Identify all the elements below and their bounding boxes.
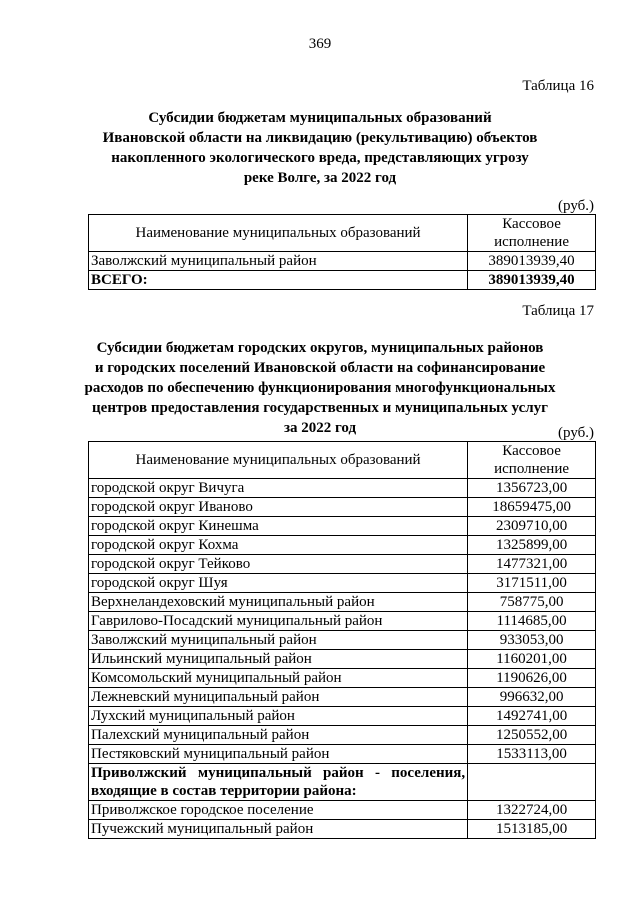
table-17-title: [70, 338, 570, 438]
table-row: [89, 801, 596, 820]
section-header-row: [89, 764, 596, 801]
table-17-unit: (руб.): [558, 425, 594, 441]
table-header-row: [89, 442, 596, 479]
row-name: городской округ Кинешма: [89, 517, 468, 536]
row-value: 1356723,00: [468, 479, 596, 498]
row-value: 996632,00: [468, 688, 596, 707]
table-row: [89, 498, 596, 517]
table-row: [89, 631, 596, 650]
table-17-body: [89, 479, 596, 764]
table-17-section-body: [89, 801, 596, 839]
total-row: [89, 271, 596, 290]
section-label: Приволжский муниципальный район - поселения, входящие в состав территории района:: [89, 764, 468, 801]
section-value-empty: [468, 764, 596, 801]
row-name: городской округ Шуя: [89, 574, 468, 593]
table-row: [89, 555, 596, 574]
column-header-name: Наименование муниципальных образований: [89, 215, 468, 252]
table-16-caption: Таблица 16: [522, 78, 594, 94]
title-line: центров предоставления государственных и муниципальных услуг: [92, 400, 548, 416]
row-name: Заволжский муниципальный район: [89, 252, 468, 271]
column-header-name: Наименование муниципальных образований: [89, 442, 468, 479]
row-value: 18659475,00: [468, 498, 596, 517]
table-16-title: [70, 108, 570, 188]
title-line: Субсидии бюджетам муниципальных образований: [148, 110, 492, 126]
title-line: Ивановской области на ликвидацию (рекультивацию) объектов: [102, 130, 538, 146]
page-number: 369: [308, 36, 332, 52]
row-value: 1325899,00: [468, 536, 596, 555]
table-row: [89, 688, 596, 707]
row-name: Заволжский муниципальный район: [89, 631, 468, 650]
row-name: Приволжское городское поселение: [89, 801, 468, 820]
row-value: 1533113,00: [468, 745, 596, 764]
title-line: за 2022 год: [283, 420, 357, 436]
row-value: 3171511,00: [468, 574, 596, 593]
table-row: [89, 820, 596, 839]
table-row: [89, 669, 596, 688]
row-value: 1160201,00: [468, 650, 596, 669]
table-16-unit: (руб.): [558, 198, 594, 214]
row-value: 1322724,00: [468, 801, 596, 820]
table-row: [89, 536, 596, 555]
row-name: Пестяковский муниципальный район: [89, 745, 468, 764]
column-header-value: Кассовое исполнение: [468, 215, 596, 252]
row-name: Лежневский муниципальный район: [89, 688, 468, 707]
row-value: 1114685,00: [468, 612, 596, 631]
table-row: [89, 479, 596, 498]
row-name: Комсомольский муниципальный район: [89, 669, 468, 688]
table-row: [89, 517, 596, 536]
title-line: Субсидии бюджетам городских округов, муниципальных районов: [96, 340, 544, 356]
table-17-caption: Таблица 17: [522, 303, 594, 319]
table-header-row: [89, 215, 596, 252]
title-line: расходов по обеспечению функционирования многофункциональных: [84, 380, 556, 396]
row-value: 1190626,00: [468, 669, 596, 688]
row-name: городской округ Тейково: [89, 555, 468, 574]
row-name: Пучежский муниципальный район: [89, 820, 468, 839]
row-value: 1250552,00: [468, 726, 596, 745]
total-label: ВСЕГО:: [89, 271, 468, 290]
row-name: городской округ Вичуга: [89, 479, 468, 498]
row-value: 1513185,00: [468, 820, 596, 839]
column-header-value: Кассовое исполнение: [468, 442, 596, 479]
row-name: Палехский муниципальный район: [89, 726, 468, 745]
table-row: [89, 707, 596, 726]
table-16: [88, 214, 596, 290]
table-row: [89, 574, 596, 593]
row-name: Гаврилово-Посадский муниципальный район: [89, 612, 468, 631]
row-name: Лухский муниципальный район: [89, 707, 468, 726]
title-line: и городских поселений Ивановской области на софинансирование: [94, 360, 546, 376]
row-name: Верхнеландеховский муниципальный район: [89, 593, 468, 612]
row-value: 758775,00: [468, 593, 596, 612]
row-value: 2309710,00: [468, 517, 596, 536]
row-name: Ильинский муниципальный район: [89, 650, 468, 669]
table-17: [88, 441, 596, 839]
row-value: 1477321,00: [468, 555, 596, 574]
table-row: [89, 726, 596, 745]
table-row: [89, 745, 596, 764]
table-row: [89, 612, 596, 631]
table-row: [89, 252, 596, 271]
table-row: [89, 593, 596, 612]
table-row: [89, 650, 596, 669]
row-value: 933053,00: [468, 631, 596, 650]
row-name: городской округ Кохма: [89, 536, 468, 555]
row-name: городской округ Иваново: [89, 498, 468, 517]
total-value: 389013939,40: [468, 271, 596, 290]
title-line: реке Волге, за 2022 год: [243, 170, 397, 186]
title-line: накопленного экологического вреда, представляющих угрозу: [111, 150, 529, 166]
row-value: 1492741,00: [468, 707, 596, 726]
row-value: 389013939,40: [468, 252, 596, 271]
